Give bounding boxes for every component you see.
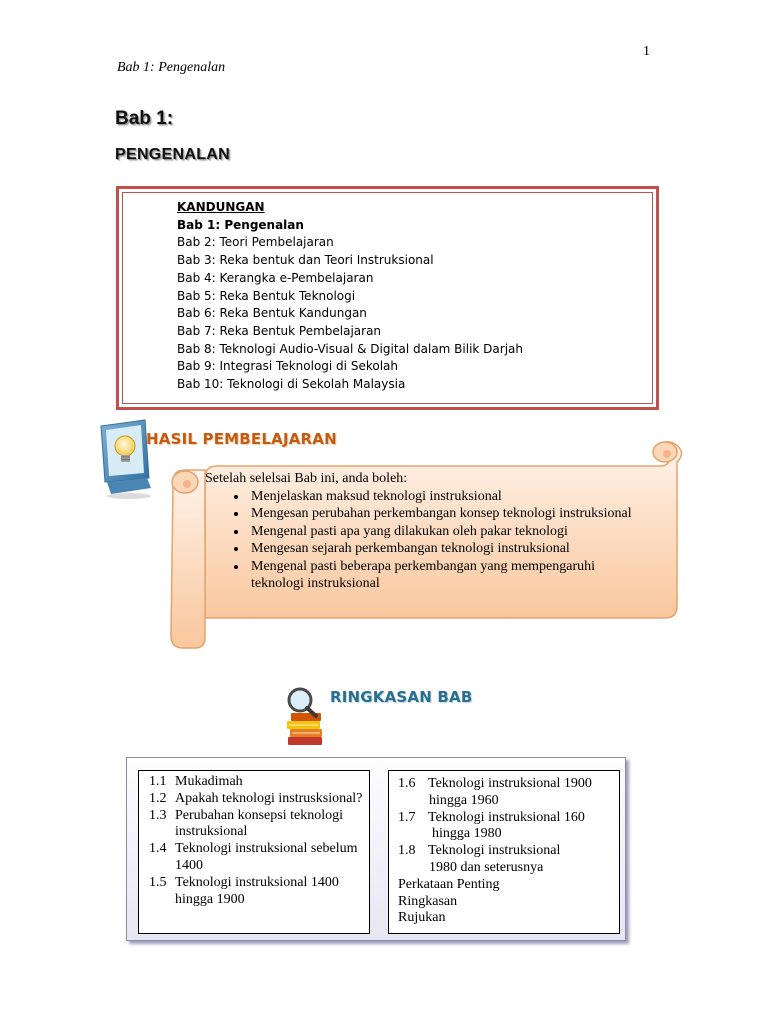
running-header: Bab 1: Pengenalan (117, 60, 226, 75)
contents-heading: KANDUNGAN (177, 200, 265, 214)
outcome-item: • Mengenal pasti apa yang dilakukan oleh pakar teknologi (248, 523, 645, 541)
summary-item-number: 1.7 (398, 809, 416, 825)
contents-item: Bab 7: Reka Bentuk Pembelajaran (177, 323, 382, 338)
summary-item-number: 1.1 (149, 774, 167, 789)
summary-item-number: 1.8 (398, 843, 416, 859)
summary-extra: Rujukan (398, 910, 446, 926)
summary-item-text: Mukadimah (175, 774, 243, 789)
chapter-subtitle: PENGENALAN (115, 146, 231, 163)
summary-item (398, 810, 619, 827)
outcome-item: • Mengesan sejarah perkembangan teknologi instruksional (248, 540, 645, 558)
contents-item: Bab 6: Reka Bentuk Kandungan (177, 306, 367, 321)
summary-item-text: Teknologi instruksional 160 (428, 809, 585, 825)
summary-extra: Ringkasan (398, 893, 458, 909)
summary-item-number: 1.6 (398, 776, 416, 791)
learning-outcomes-banner: HASIL PEMBELAJARAN (146, 430, 337, 448)
summary-item-text: Perubahan konsepsi teknologi instruksional (175, 807, 343, 840)
summary-item-number: 1.5 (149, 874, 167, 890)
summary-item (149, 791, 369, 808)
summary-item (398, 843, 619, 860)
contents-item: Bab 9: Integrasi Teknologi di Sekolah (177, 359, 398, 374)
chapter-summary-box (126, 757, 626, 941)
magnifier-books-icon (280, 685, 330, 749)
summary-item-text: Apakah teknologi instrusksional? (175, 790, 363, 806)
contents-item: Bab 1: Pengenalan (177, 217, 304, 232)
contents-item: Bab 10: Teknologi di Sekolah Malaysia (177, 377, 406, 392)
summary-item (149, 808, 369, 842)
summary-item (149, 875, 369, 909)
contents-item: Bab 8: Teknologi Audio-Visual & Digital dalam Bilik Darjah (177, 341, 524, 356)
learning-outcomes (205, 470, 645, 593)
contents-item: Bab 2: Teori Pembelajaran (177, 235, 334, 250)
summary-extra: Perkataan Penting (398, 876, 500, 892)
summary-item-continuation: hingga 1960 (429, 792, 499, 808)
contents-item: Bab 5: Reka Bentuk Teknologi (177, 288, 356, 303)
summary-item (149, 774, 369, 791)
summary-item (398, 776, 619, 793)
chapter-summary-banner: RINGKASAN BAB (330, 688, 473, 706)
summary-item-continuation: hingga 1980 (432, 826, 502, 842)
summary-item-text: Teknologi instruksional 1400 hingga 1900 (175, 874, 339, 907)
contents-item: Bab 4: Kerangka e-Pembelajaran (177, 270, 374, 285)
summary-item-text: Teknologi instruksional 1900 (428, 776, 592, 791)
summary-item (149, 841, 369, 875)
summary-item-text: Teknologi instruksional (428, 843, 561, 859)
summary-item-number: 1.4 (149, 841, 167, 857)
lightbulb-monitor-icon (95, 416, 155, 502)
chapter-title: Bab 1: (115, 108, 174, 129)
page-number: 1 (643, 44, 650, 59)
summary-item-number: 1.3 (149, 807, 167, 823)
learning-outcomes-list (205, 488, 645, 593)
summary-column-right (388, 770, 620, 934)
contents-box (116, 186, 659, 410)
contents-list (177, 199, 523, 394)
outcome-item: • Menjelaskan maksud teknologi instruksional (248, 488, 645, 506)
contents-item: Bab 3: Reka bentuk dan Teori Instruksional (177, 253, 434, 268)
outcome-item: • Mengesan perubahan perkembangan konsep teknologi instruksional (248, 505, 645, 523)
outcome-item: • Mengenal pasti beberapa perkembangan yang mempengaruhi teknologi instruksional (248, 558, 645, 593)
learning-outcomes-intro: Setelah selelsai Bab ini, anda boleh: (205, 471, 408, 486)
summary-column-left (138, 770, 370, 934)
summary-item-continuation: 1980 dan seterusnya (429, 859, 544, 875)
summary-item-number: 1.2 (149, 790, 167, 806)
summary-item-text: Teknologi instruksional sebelum 1400 (175, 841, 358, 873)
